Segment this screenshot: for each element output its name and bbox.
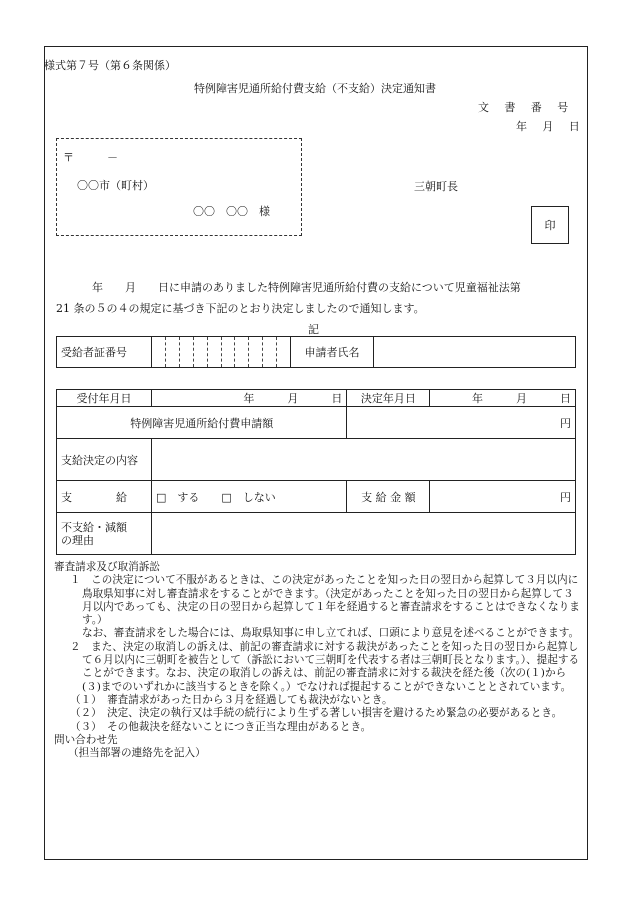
decision-date-label: 決定年月日 <box>347 390 430 407</box>
applicant-name-label: 申請者氏名 <box>291 337 374 368</box>
recipient-table <box>56 336 576 368</box>
contact-note: （担当部署の連絡先を記入） <box>68 747 206 760</box>
notes-paragraph-1: １ この決定について不服があるときは、この決定があったことを知った日の翌日から起算して３月以内に鳥取県知事に対し審査請求をすることができます。（決定があったことを知った日の翌日から起算して３月以内であっても、決定の日の翌日から起算して１年を経過すると審査請求をすることはできなくなります。） <box>70 574 580 627</box>
body-line-1: 年 月 日に申請のありました特例障害児通所給付費の支給について児童福祉法第 <box>92 281 521 294</box>
applicant-name-value[interactable] <box>374 337 576 368</box>
contact-heading: 問い合わせ先 <box>54 733 118 746</box>
reason-label <box>57 513 152 555</box>
decision-date-value[interactable]: 年 月 日 <box>430 390 576 407</box>
payment-amount-yen[interactable]: 円 <box>430 481 576 513</box>
body-line-2: 21 条の５の４の規定に基づき下記のとおり決定しましたので通知します。 <box>56 302 425 315</box>
notes-section <box>56 561 584 760</box>
address-box <box>56 138 302 236</box>
received-date-value[interactable]: 年 月 日 <box>152 390 347 407</box>
reason-label-line-1: 不支給・減額 <box>61 520 127 534</box>
document-title: 特例障害児通所給付費支給（不支給）決定通知書 <box>194 82 436 95</box>
decision-content-label: 支給決定の内容 <box>57 439 152 481</box>
applied-amount-yen[interactable]: 円 <box>347 407 576 439</box>
payment-amount-label: 支 給 金 額 <box>347 481 430 513</box>
date-label: 年 月 日 <box>516 120 582 133</box>
reason-label-line-2: の理由 <box>61 533 94 547</box>
recipient-name: 〇〇 〇〇 様 <box>193 205 270 218</box>
ki-mark: 記 <box>308 323 319 336</box>
recipient-id-cells[interactable] <box>152 337 291 368</box>
decision-content-value[interactable] <box>152 439 576 481</box>
received-date-label: 受付年月日 <box>57 390 152 407</box>
decision-table <box>56 389 576 555</box>
city-name: 〇〇市（町村） <box>77 179 154 192</box>
issuer: 三朝町長 <box>414 180 458 193</box>
notes-paragraph-1b: なお、審査請求をした場合には、鳥取県知事に申し立てれば、口頭により意見を述べることができます。 <box>82 627 580 640</box>
notes-item-1: （１） 審査請求があった日から３月を経過しても裁決がないとき。 <box>70 693 393 706</box>
notes-item-3: （３） その他裁決を経ないことにつき正当な理由があるとき。 <box>70 720 372 733</box>
reason-value[interactable] <box>152 513 576 555</box>
notes-heading: 審査請求及び取消訴訟 <box>54 561 160 573</box>
notes-paragraph-2: ２ また、決定の取消しの訴えは、前記の審査請求に対する裁決があったことを知った日の翌日から起算して６月以内に三朝町を被告として（訴訟において三朝町を代表する者は三朝町長となります。）、提起することができます。なお、決定の取消しの訴えは、前記の審査請求に対する裁決を経た後（次の(１)から(３)までのいずれかに該当するときを除く。）でなければ提起することができないこととされています。 <box>70 640 580 693</box>
payment-options[interactable]: □ する □ しない <box>152 481 347 513</box>
doc-number-label: 文 書 番 号 <box>478 101 571 114</box>
recipient-id-label: 受給者証番号 <box>57 337 152 368</box>
postal-code: 〒 － <box>63 151 118 164</box>
notes-item-2: （２） 決定、決定の執行又は手続の続行により生ずる著しい損害を避けるため緊急の必要があるとき。 <box>70 707 563 720</box>
seal-box <box>531 206 569 244</box>
payment-label: 支 給 <box>57 481 152 513</box>
seal-text: 印 <box>544 219 556 232</box>
form-number: 様式第７号（第６条関係） <box>44 59 176 72</box>
applied-amount-label: 特例障害児通所給付費申請額 <box>57 407 347 439</box>
